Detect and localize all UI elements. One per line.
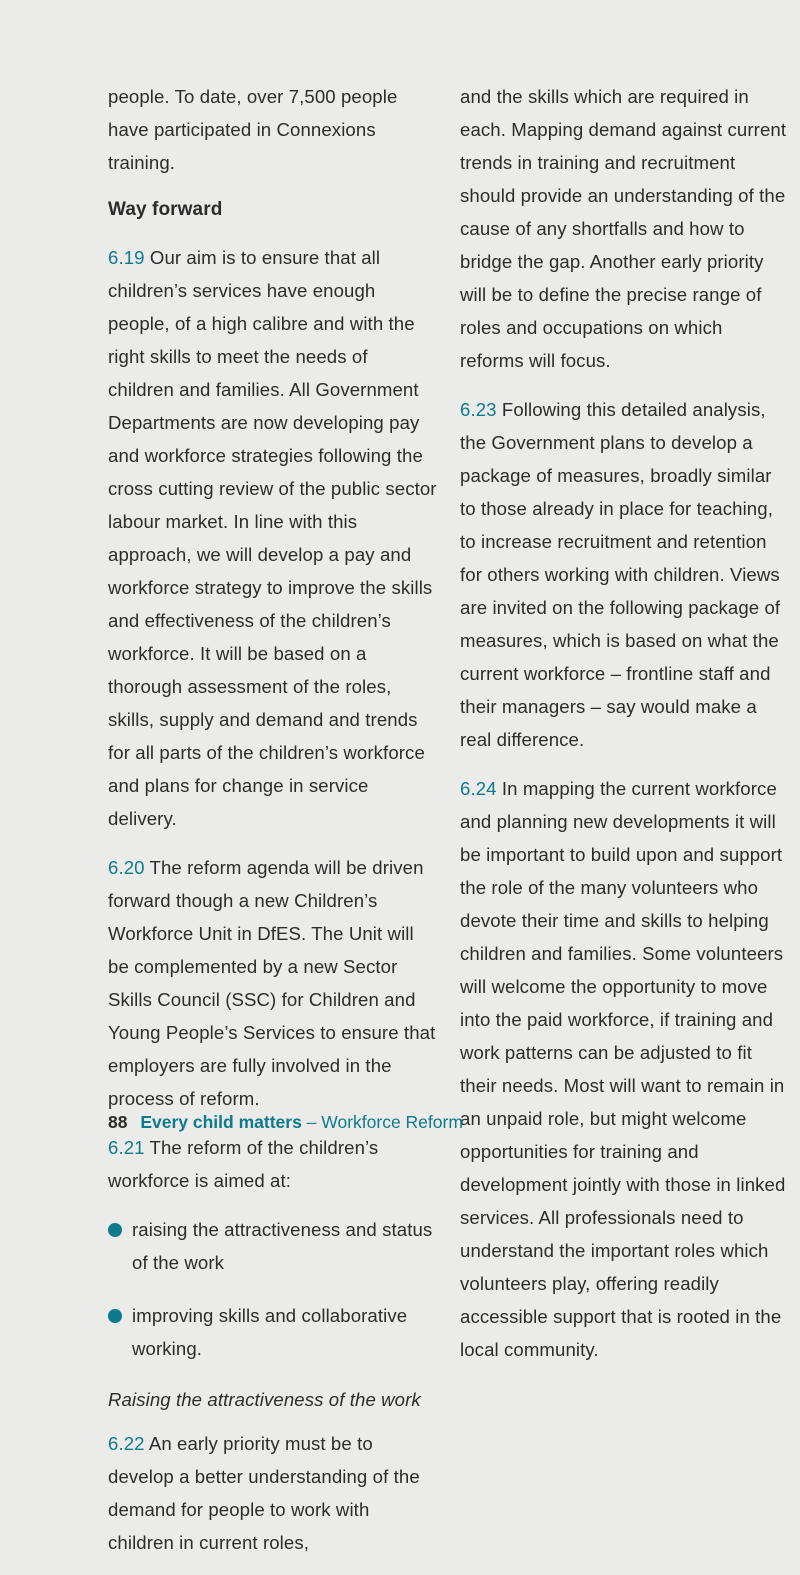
page-number: 88	[108, 1112, 128, 1132]
paragraph-6-22	[108, 1427, 438, 1559]
paragraph-text: An early priority must be to develop a better understanding of the demand for people to work with children in current roles,	[108, 1433, 420, 1553]
paragraph-number: 6.24	[460, 778, 497, 799]
list-item-text: improving skills and collaborative working.	[132, 1305, 408, 1359]
paragraph-text: The reform agenda will be driven forward though a new Children’s Workforce Unit in DfES. The Unit will be complemented by a new Sector Skills Council (SSC) for Children and Young People’s Services to ensure that employers are fully involved in the process of reform.	[108, 857, 436, 1109]
paragraph-6-23	[460, 393, 790, 756]
intro-paragraph: people. To date, over 7,500 people have participated in Connexions training.	[108, 86, 398, 173]
section-heading: Way forward	[108, 199, 223, 220]
paragraph-6-21	[108, 1131, 438, 1197]
list-item	[108, 1299, 438, 1365]
paragraph-6-24	[460, 772, 790, 1366]
paragraph-number: 6.23	[460, 399, 497, 420]
page-footer	[108, 1110, 463, 1134]
paragraph-6-20	[108, 851, 438, 1115]
paragraph-number: 6.22	[108, 1433, 145, 1454]
publication-title: Every child matters	[140, 1112, 302, 1132]
bullet-icon	[108, 1223, 122, 1237]
paragraph-text: The reform of the children’s workforce is aimed at:	[108, 1137, 379, 1191]
list-item-text: raising the attractiveness and status of the work	[132, 1219, 433, 1273]
paragraph-number: 6.20	[108, 857, 145, 878]
continued-paragraph: and the skills which are required in each. Mapping demand against current trends in training and recruitment should provide an understanding of the cause of any shortfalls and how to bridge the gap. Another early priority will be to define the precise range of roles and occupations on which reforms will focus.	[460, 86, 787, 371]
right-column	[460, 80, 790, 1382]
list-item	[108, 1213, 438, 1279]
paragraph-text: In mapping the current workforce and planning new developments it will be important to build upon and support the role of the many volunteers who devote their time and skills to helping children and families. Some volunteers will welcome the opportunity to move into the paid workforce, if training and work patterns can be adjusted to fit their needs. Most will want to remain in an unpaid role, but might welcome opportunities for training and development jointly with those in linked services. All professionals need to understand the important roles which volunteers play, offering readily accessible support that is rooted in the local community.	[460, 778, 786, 1360]
paragraph-number: 6.21	[108, 1137, 145, 1158]
paragraph-6-19	[108, 241, 438, 835]
paragraph-text: Our aim is to ensure that all children’s services have enough people, of a high calibre and with the right skills to meet the needs of children and families. All Government Departments are now developing pay and workforce strategies following the cross cutting review of the public sector labour market. In line with this approach, we will develop a pay and workforce strategy to improve the skills and effectiveness of the children’s workforce. It will be based on a thorough assessment of the roles, skills, supply and demand and trends for all parts of the children’s workforce and plans for change in service delivery.	[108, 247, 437, 829]
aims-list	[108, 1213, 438, 1365]
bullet-icon	[108, 1309, 122, 1323]
left-column	[108, 80, 438, 1575]
subsection-heading: Raising the attractiveness of the work	[108, 1389, 421, 1410]
publication-subtitle: – Workforce Reform	[301, 1112, 463, 1132]
paragraph-number: 6.19	[108, 247, 145, 268]
paragraph-text: Following this detailed analysis, the Government plans to develop a package of measures, broadly similar to those already in place for teaching, to increase recruitment and retention for others working with children. Views are invited on the following package of measures, which is based on what the current workforce – frontline staff and their managers – say would make a real difference.	[460, 399, 781, 750]
